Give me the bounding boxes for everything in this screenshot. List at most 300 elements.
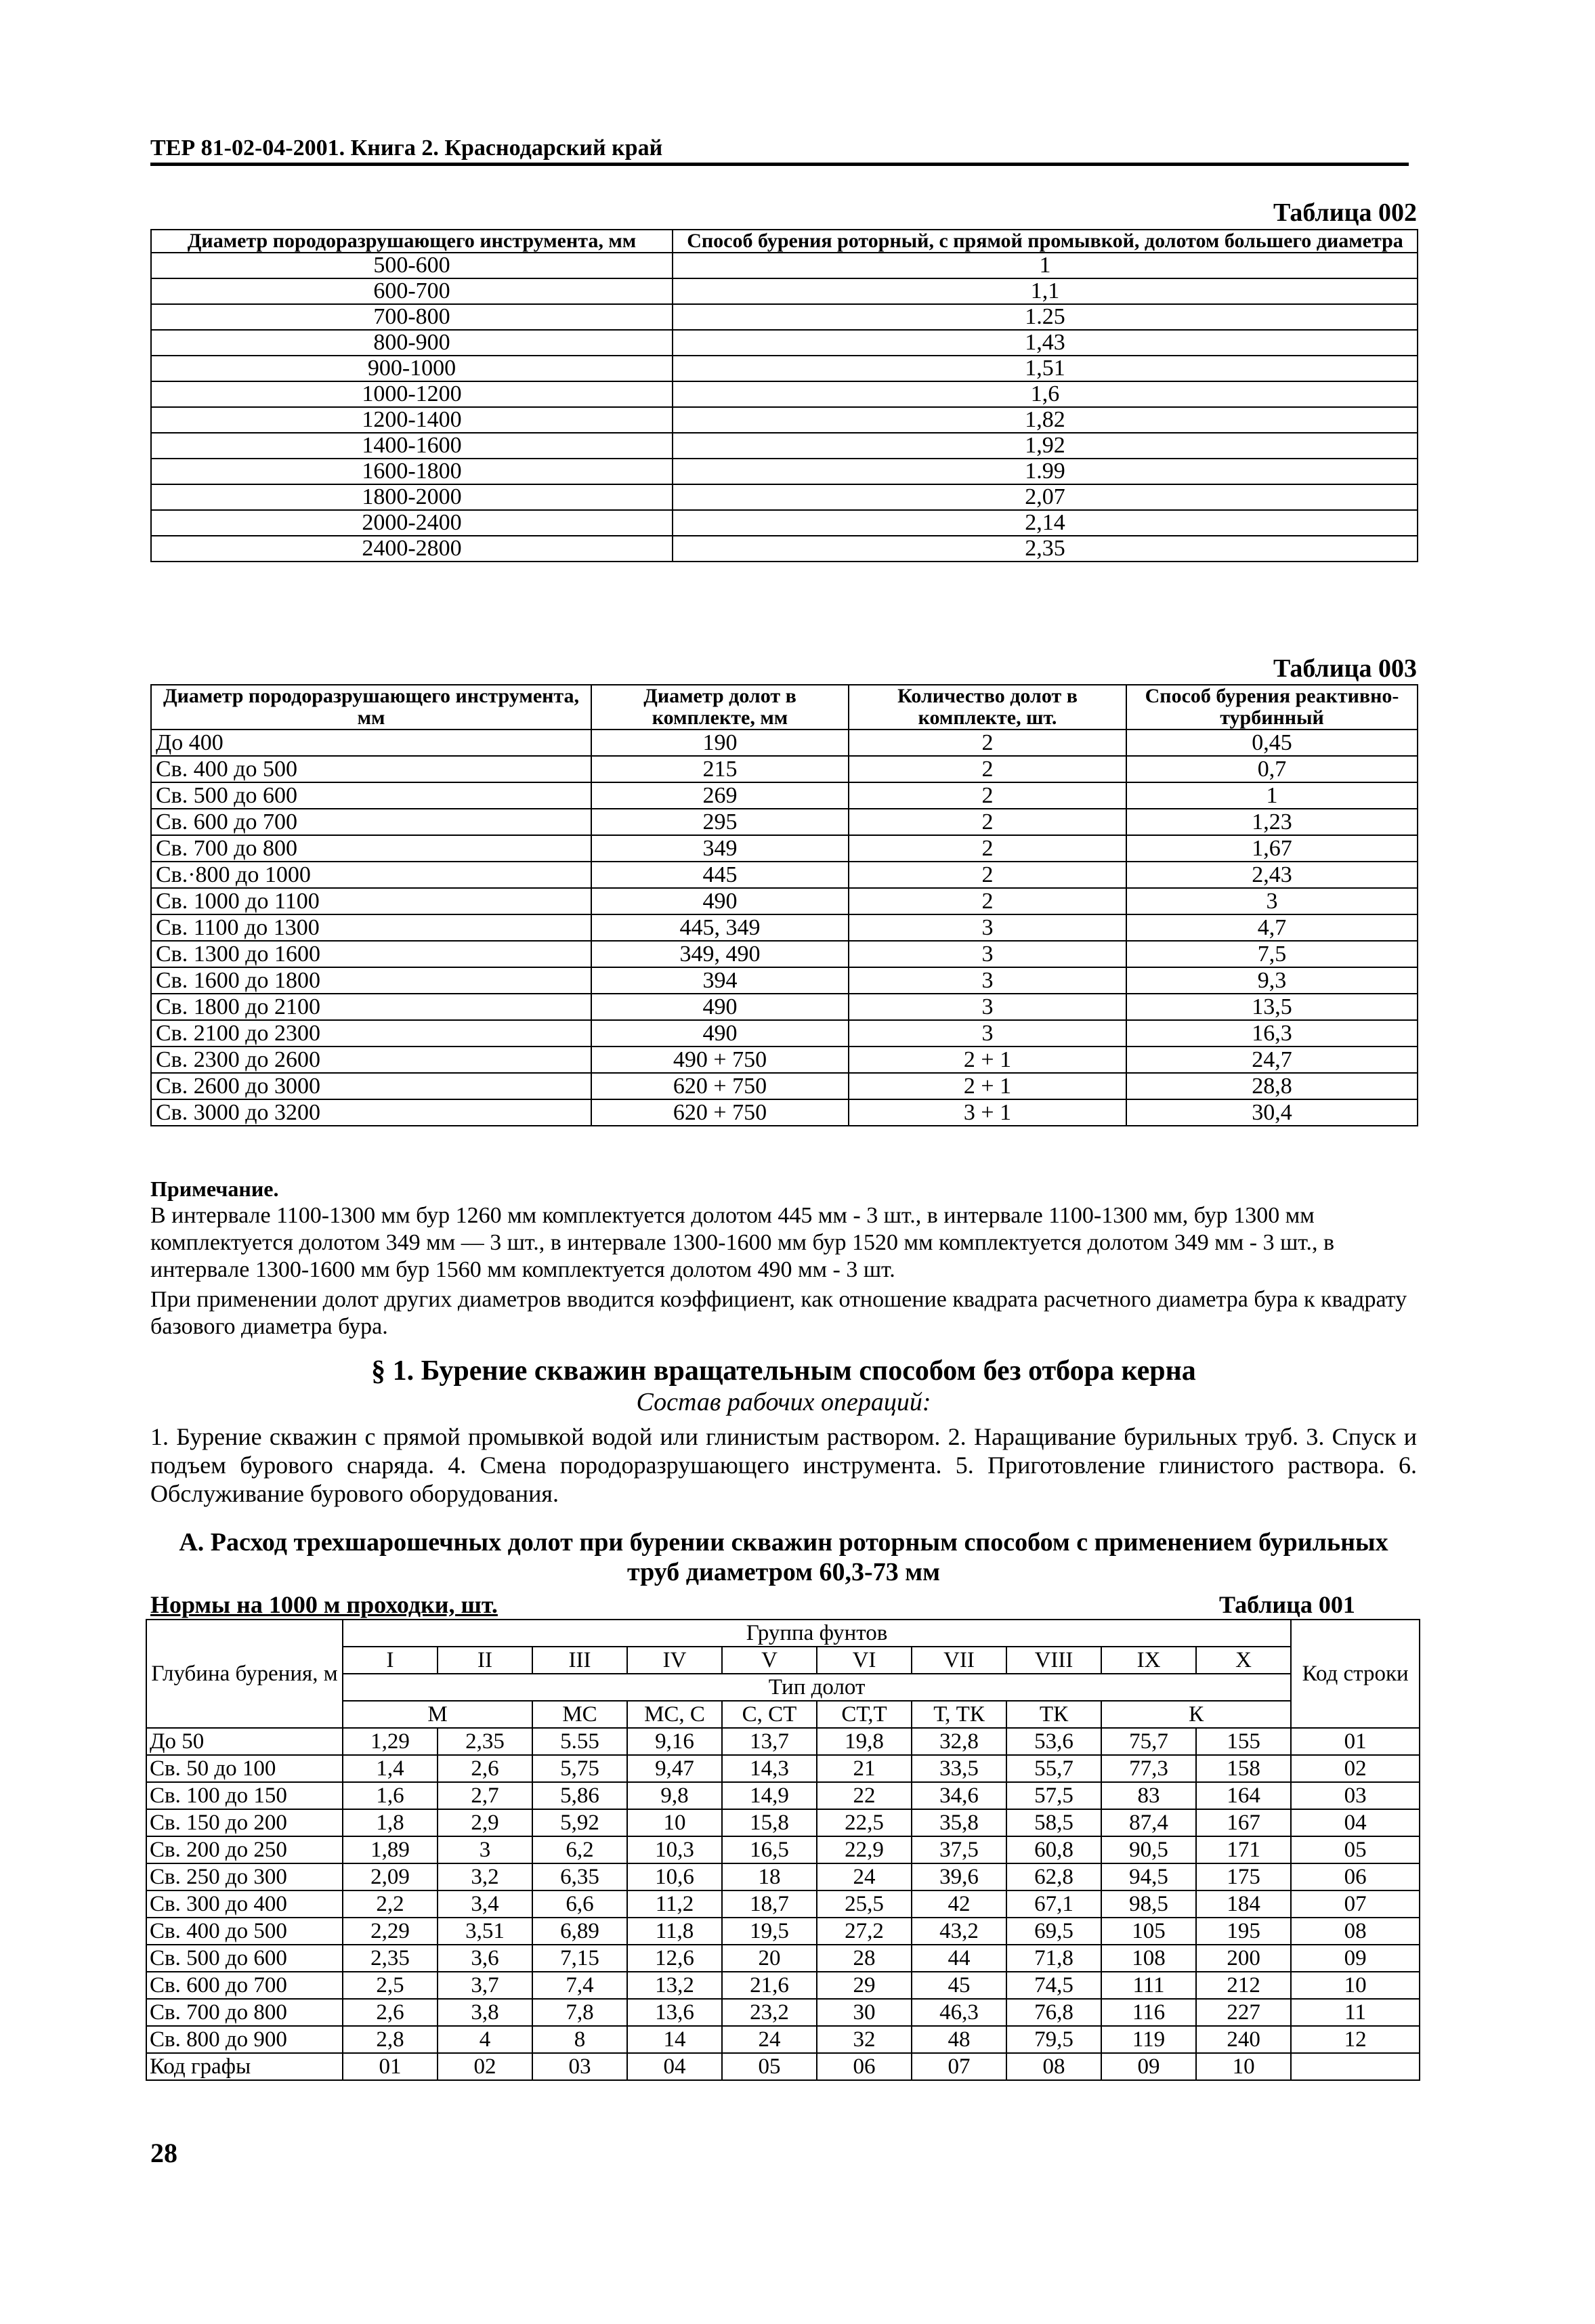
empty-cell xyxy=(1291,2053,1420,2080)
norm-value-cell: 227 xyxy=(1196,1999,1291,2026)
norm-value-cell: 3 xyxy=(438,1836,532,1863)
depth-cell: Св. 500 до 600 xyxy=(146,1945,343,1972)
bit-diameter-cell: 295 xyxy=(591,809,849,835)
group-header: Группа фунтов xyxy=(343,1620,1291,1647)
table-row xyxy=(146,2026,1420,2053)
norm-value-cell: 6,6 xyxy=(532,1890,627,1918)
soil-group-header: V xyxy=(722,1647,817,1674)
row-code-cell: 06 xyxy=(1291,1863,1420,1890)
bit-diameter-cell: 349 xyxy=(591,835,849,862)
norm-value-cell: 94,5 xyxy=(1101,1863,1196,1890)
norm-value-cell: 30 xyxy=(817,1999,912,2026)
table-row xyxy=(151,459,1418,484)
diameter-range-cell: Св. 1600 до 1800 xyxy=(151,967,591,994)
coefficient-cell: 1.99 xyxy=(673,459,1418,484)
t003-col1-header: Диаметр породоразрушающего инструмента, мм xyxy=(151,685,591,730)
column-code-cell: 01 xyxy=(343,2053,438,2080)
norm-value-cell: 32 xyxy=(817,2026,912,2053)
norm-value-cell: 175 xyxy=(1196,1863,1291,1890)
norm-value-cell: 87,4 xyxy=(1101,1809,1196,1836)
norm-value-cell: 105 xyxy=(1101,1918,1196,1945)
bit-count-cell: 2 xyxy=(849,862,1126,888)
norm-value-cell: 35,8 xyxy=(912,1809,1006,1836)
norm-value-cell: 2,29 xyxy=(343,1918,438,1945)
t002-col2-header: Способ бурения роторный, с прямой промывкой, долотом большего диаметра xyxy=(673,230,1418,253)
diameter-range-cell: Св. 1000 до 1100 xyxy=(151,888,591,914)
section-heading xyxy=(150,1355,1417,1417)
table-row xyxy=(151,381,1418,407)
norm-value-cell: 13,6 xyxy=(627,1999,722,2026)
bit-type-header: Тип долот xyxy=(343,1674,1291,1701)
norm-value-cell: 71,8 xyxy=(1006,1945,1101,1972)
norm-value-cell: 62,8 xyxy=(1006,1863,1101,1890)
depth-cell: Св. 50 до 100 xyxy=(146,1755,343,1782)
table-row xyxy=(151,782,1418,809)
bit-count-cell: 2 xyxy=(849,782,1126,809)
diameter-cell: 1800-2000 xyxy=(151,484,673,510)
norm-value-cell: 4 xyxy=(438,2026,532,2053)
table-row xyxy=(151,1099,1418,1126)
norm-value-cell: 6,2 xyxy=(532,1836,627,1863)
diameter-range-cell: Св. 1800 до 2100 xyxy=(151,994,591,1020)
norm-value-cell: 28 xyxy=(817,1945,912,1972)
diameter-range-cell: Св. 2300 до 2600 xyxy=(151,1047,591,1073)
norm-value-cell: 158 xyxy=(1196,1755,1291,1782)
norm-value-cell: 1,6 xyxy=(343,1782,438,1809)
bit-type-cell: МС xyxy=(532,1701,627,1728)
norm-value-cell: 24 xyxy=(817,1863,912,1890)
norm-value-cell: 5,75 xyxy=(532,1755,627,1782)
table-row xyxy=(146,1755,1420,1782)
norm-value-cell: 13,7 xyxy=(722,1728,817,1755)
norm-value-cell: 74,5 xyxy=(1006,1972,1101,1999)
norm-value-cell: 18,7 xyxy=(722,1890,817,1918)
soil-group-header: III xyxy=(532,1647,627,1674)
bit-diameter-cell: 490 xyxy=(591,888,849,914)
bit-count-cell: 3 xyxy=(849,994,1126,1020)
row-code-cell: 01 xyxy=(1291,1728,1420,1755)
table-row xyxy=(151,356,1418,381)
norm-value-cell: 55,7 xyxy=(1006,1755,1101,1782)
bit-diameter-cell: 269 xyxy=(591,782,849,809)
norm-value-cell: 27,2 xyxy=(817,1918,912,1945)
column-code-cell: 06 xyxy=(817,2053,912,2080)
norm-value-cell: 3,51 xyxy=(438,1918,532,1945)
row-code-cell: 08 xyxy=(1291,1918,1420,1945)
norm-value-cell: 53,6 xyxy=(1006,1728,1101,1755)
norm-value-cell: 57,5 xyxy=(1006,1782,1101,1809)
norm-value-cell: 90,5 xyxy=(1101,1836,1196,1863)
norm-value-cell: 39,6 xyxy=(912,1863,1006,1890)
norm-value-cell: 6,35 xyxy=(532,1863,627,1890)
diameter-range-cell: Св. 1300 до 1600 xyxy=(151,941,591,967)
table-row xyxy=(151,510,1418,536)
norm-value-cell: 3,4 xyxy=(438,1890,532,1918)
norm-value-cell: 2,35 xyxy=(438,1728,532,1755)
t001-body xyxy=(146,1728,1420,2080)
bit-count-cell: 2 xyxy=(849,888,1126,914)
coefficient-cell: 1,23 xyxy=(1126,809,1418,835)
norm-value-cell: 11,2 xyxy=(627,1890,722,1918)
note-paragraph-1: В интервале 1100-1300 мм бур 1260 мм комплектуется долотом 445 мм - 3 шт., в интервале 1100-1300 мм, бур 1300 мм комплектуется долотом 349 мм — 3 шт., в интервале 1300-1600 мм бур 1520 мм комплектуется долотом 349 мм - 3 шт., в интервале 1300-1600 мм бур 1560 мм комплектуется долотом 490 мм - 3 шт. xyxy=(150,1203,1335,1282)
diameter-range-cell: Св.·800 до 1000 xyxy=(151,862,591,888)
norm-value-cell: 21,6 xyxy=(722,1972,817,1999)
norm-value-cell: 2,09 xyxy=(343,1863,438,1890)
table-002-caption: Таблица 002 xyxy=(1273,198,1417,227)
table-row xyxy=(151,433,1418,459)
diameter-cell: 800-900 xyxy=(151,330,673,356)
table-row xyxy=(151,1020,1418,1047)
norm-value-cell: 200 xyxy=(1196,1945,1291,1972)
soil-group-header: VIII xyxy=(1006,1647,1101,1674)
depth-cell: Св. 100 до 150 xyxy=(146,1782,343,1809)
bit-type-cell: СТ,Т xyxy=(817,1701,912,1728)
table-row xyxy=(151,278,1418,304)
norm-value-cell: 119 xyxy=(1101,2026,1196,2053)
running-header: ТЕР 81-02-04-2001. Книга 2. Краснодарский край xyxy=(150,135,663,161)
row-code-cell: 07 xyxy=(1291,1890,1420,1918)
table-row xyxy=(151,730,1418,756)
norm-value-cell: 22 xyxy=(817,1782,912,1809)
table-row xyxy=(151,756,1418,782)
depth-cell: Св. 200 до 250 xyxy=(146,1836,343,1863)
coefficient-cell: 1,67 xyxy=(1126,835,1418,862)
norm-value-cell: 164 xyxy=(1196,1782,1291,1809)
norm-value-cell: 5,92 xyxy=(532,1809,627,1836)
table-row xyxy=(146,1809,1420,1836)
norm-value-cell: 2,7 xyxy=(438,1782,532,1809)
table-001-caption: Таблица 001 xyxy=(1219,1591,1355,1618)
depth-cell: Св. 300 до 400 xyxy=(146,1890,343,1918)
norm-value-cell: 76,8 xyxy=(1006,1999,1101,2026)
norm-value-cell: 8 xyxy=(532,2026,627,2053)
norms-label: Нормы на 1000 м проходки, шт. xyxy=(150,1591,498,1618)
bit-diameter-cell: 349, 490 xyxy=(591,941,849,967)
diameter-cell: 1400-1600 xyxy=(151,433,673,459)
norm-value-cell: 15,8 xyxy=(722,1809,817,1836)
row-code-cell: 02 xyxy=(1291,1755,1420,1782)
norm-value-cell: 34,6 xyxy=(912,1782,1006,1809)
norm-value-cell: 195 xyxy=(1196,1918,1291,1945)
diameter-range-cell: Св. 400 до 500 xyxy=(151,756,591,782)
norm-value-cell: 22,9 xyxy=(817,1836,912,1863)
table-row xyxy=(151,967,1418,994)
norm-value-cell: 33,5 xyxy=(912,1755,1006,1782)
norm-value-cell: 1,89 xyxy=(343,1836,438,1863)
t003-col4-header: Способ бурения реактивно-турбинный xyxy=(1126,685,1418,730)
bit-type-cell: К xyxy=(1101,1701,1291,1728)
table-row xyxy=(146,1945,1420,1972)
column-code-cell: 10 xyxy=(1196,2053,1291,2080)
coefficient-cell: 1,43 xyxy=(673,330,1418,356)
row-code-cell: 04 xyxy=(1291,1809,1420,1836)
diameter-range-cell: Св. 500 до 600 xyxy=(151,782,591,809)
norm-value-cell: 2,8 xyxy=(343,2026,438,2053)
table-row xyxy=(151,1047,1418,1073)
norm-value-cell: 79,5 xyxy=(1006,2026,1101,2053)
diameter-cell: 600-700 xyxy=(151,278,673,304)
bit-diameter-cell: 490 + 750 xyxy=(591,1047,849,1073)
column-code-cell: 05 xyxy=(722,2053,817,2080)
bit-count-cell: 3 xyxy=(849,1020,1126,1047)
norm-value-cell: 24 xyxy=(722,2026,817,2053)
table-row xyxy=(146,1999,1420,2026)
norm-value-cell: 14,3 xyxy=(722,1755,817,1782)
norm-value-cell: 155 xyxy=(1196,1728,1291,1755)
depth-cell: Св. 600 до 700 xyxy=(146,1972,343,1999)
norm-value-cell: 11,8 xyxy=(627,1918,722,1945)
coefficient-cell: 0,45 xyxy=(1126,730,1418,756)
table-002 xyxy=(150,229,1418,562)
diameter-cell: 900-1000 xyxy=(151,356,673,381)
bit-diameter-cell: 445, 349 xyxy=(591,914,849,941)
row-code-cell: 10 xyxy=(1291,1972,1420,1999)
norm-value-cell: 2,35 xyxy=(343,1945,438,1972)
table-row xyxy=(151,835,1418,862)
coefficient-cell: 13,5 xyxy=(1126,994,1418,1020)
norm-value-cell: 42 xyxy=(912,1890,1006,1918)
bit-count-cell: 3 xyxy=(849,941,1126,967)
diameter-range-cell: Св. 3000 до 3200 xyxy=(151,1099,591,1126)
norm-value-cell: 37,5 xyxy=(912,1836,1006,1863)
column-code-cell: 09 xyxy=(1101,2053,1196,2080)
norm-value-cell: 69,5 xyxy=(1006,1918,1101,1945)
norm-value-cell: 2,9 xyxy=(438,1809,532,1836)
soil-group-header: VI xyxy=(817,1647,912,1674)
norm-value-cell: 171 xyxy=(1196,1836,1291,1863)
norm-value-cell: 2,6 xyxy=(343,1999,438,2026)
norm-value-cell: 6,89 xyxy=(532,1918,627,1945)
diameter-cell: 1200-1400 xyxy=(151,407,673,433)
bit-diameter-cell: 445 xyxy=(591,862,849,888)
norm-value-cell: 20 xyxy=(722,1945,817,1972)
table-row xyxy=(151,809,1418,835)
norm-value-cell: 13,2 xyxy=(627,1972,722,1999)
norm-value-cell: 10 xyxy=(627,1809,722,1836)
table-row xyxy=(146,1836,1420,1863)
norm-value-cell: 3,7 xyxy=(438,1972,532,1999)
bit-count-cell: 2 xyxy=(849,835,1126,862)
norm-value-cell: 29 xyxy=(817,1972,912,1999)
coefficient-cell: 2,35 xyxy=(673,536,1418,562)
coefficient-cell: 3 xyxy=(1126,888,1418,914)
bit-diameter-cell: 620 + 750 xyxy=(591,1099,849,1126)
norm-value-cell: 45 xyxy=(912,1972,1006,1999)
bit-type-cell: Т, ТК xyxy=(912,1701,1006,1728)
norm-value-cell: 25,5 xyxy=(817,1890,912,1918)
coefficient-cell: 24,7 xyxy=(1126,1047,1418,1073)
bit-diameter-cell: 490 xyxy=(591,994,849,1020)
norm-value-cell: 3,2 xyxy=(438,1863,532,1890)
norm-value-cell: 108 xyxy=(1101,1945,1196,1972)
norm-value-cell: 60,8 xyxy=(1006,1836,1101,1863)
row-code-cell: 09 xyxy=(1291,1945,1420,1972)
diameter-cell: 500-600 xyxy=(151,253,673,278)
section-title: § 1. Бурение скважин вращательным способом без отбора керна xyxy=(371,1355,1196,1387)
norm-value-cell: 44 xyxy=(912,1945,1006,1972)
norm-value-cell: 10,6 xyxy=(627,1863,722,1890)
table-003 xyxy=(150,684,1418,1126)
norm-value-cell: 75,7 xyxy=(1101,1728,1196,1755)
table-row xyxy=(151,941,1418,967)
depth-cell: До 50 xyxy=(146,1728,343,1755)
table-row xyxy=(151,407,1418,433)
coefficient-cell: 1,51 xyxy=(673,356,1418,381)
coefficient-cell: 2,43 xyxy=(1126,862,1418,888)
norm-value-cell: 10,3 xyxy=(627,1836,722,1863)
table-row xyxy=(151,994,1418,1020)
coefficient-cell: 2,14 xyxy=(673,510,1418,536)
norm-value-cell: 16,5 xyxy=(722,1836,817,1863)
norm-value-cell: 67,1 xyxy=(1006,1890,1101,1918)
norm-value-cell: 3,8 xyxy=(438,1999,532,2026)
depth-header: Глубина бурения, м xyxy=(146,1620,343,1728)
soil-group-header: II xyxy=(438,1647,532,1674)
table-row xyxy=(151,253,1418,278)
coefficient-cell: 28,8 xyxy=(1126,1073,1418,1099)
table-row xyxy=(151,888,1418,914)
depth-cell: Св. 150 до 200 xyxy=(146,1809,343,1836)
norm-value-cell: 5,86 xyxy=(532,1782,627,1809)
norm-value-cell: 184 xyxy=(1196,1890,1291,1918)
norm-value-cell: 14,9 xyxy=(722,1782,817,1809)
depth-cell: Св. 400 до 500 xyxy=(146,1918,343,1945)
norm-value-cell: 58,5 xyxy=(1006,1809,1101,1836)
table-row xyxy=(151,862,1418,888)
norm-value-cell: 2,2 xyxy=(343,1890,438,1918)
diameter-range-cell: Св. 2100 до 2300 xyxy=(151,1020,591,1047)
table-row xyxy=(151,1073,1418,1099)
coefficient-cell: 1.25 xyxy=(673,304,1418,330)
diameter-range-cell: Св. 1100 до 1300 xyxy=(151,914,591,941)
bit-count-cell: 2 + 1 xyxy=(849,1073,1126,1099)
coefficient-cell: 9,3 xyxy=(1126,967,1418,994)
t003-col3-header: Количество долот в комплекте, шт. xyxy=(849,685,1126,730)
code-row-label: Код графы xyxy=(146,2053,343,2080)
depth-cell: Св. 250 до 300 xyxy=(146,1863,343,1890)
bit-count-cell: 3 xyxy=(849,914,1126,941)
table-row xyxy=(146,1863,1420,1890)
norm-value-cell: 2,5 xyxy=(343,1972,438,1999)
note-title: Примечание. xyxy=(150,1177,279,1201)
bit-diameter-cell: 215 xyxy=(591,756,849,782)
norm-value-cell: 212 xyxy=(1196,1972,1291,1999)
norm-value-cell: 21 xyxy=(817,1755,912,1782)
bit-count-cell: 2 xyxy=(849,756,1126,782)
soil-group-header: IX xyxy=(1101,1647,1196,1674)
norm-value-cell: 7,4 xyxy=(532,1972,627,1999)
table-row xyxy=(151,536,1418,562)
table-001-title: А. Расход трехшарошечных долот при бурении скважин роторным способом с применением бурильных труб диаметром 60,3-73 мм xyxy=(179,1528,1388,1586)
table-row xyxy=(146,1890,1420,1918)
norm-value-cell: 23,2 xyxy=(722,1999,817,2026)
column-code-cell: 04 xyxy=(627,2053,722,2080)
coefficient-cell: 7,5 xyxy=(1126,941,1418,967)
section-subtitle: Состав рабочих операций: xyxy=(636,1388,931,1416)
coefficient-cell: 1,82 xyxy=(673,407,1418,433)
norm-value-cell: 7,15 xyxy=(532,1945,627,1972)
norm-value-cell: 111 xyxy=(1101,1972,1196,1999)
norm-value-cell: 48 xyxy=(912,2026,1006,2053)
t002-body xyxy=(151,253,1418,562)
bit-type-cell: М xyxy=(343,1701,532,1728)
table-row xyxy=(146,1782,1420,1809)
diameter-range-cell: До 400 xyxy=(151,730,591,756)
bit-type-cell: ТК xyxy=(1006,1701,1101,1728)
bit-diameter-cell: 190 xyxy=(591,730,849,756)
bit-diameter-cell: 490 xyxy=(591,1020,849,1047)
row-code-header: Код строки xyxy=(1291,1620,1420,1728)
t003-col2-header: Диаметр долот в комплекте, мм xyxy=(591,685,849,730)
norm-value-cell: 12,6 xyxy=(627,1945,722,1972)
header-rule xyxy=(150,163,1409,166)
table-row xyxy=(151,304,1418,330)
bit-count-cell: 3 xyxy=(849,967,1126,994)
coefficient-cell: 4,7 xyxy=(1126,914,1418,941)
norm-value-cell: 43,2 xyxy=(912,1918,1006,1945)
diameter-cell: 2000-2400 xyxy=(151,510,673,536)
diameter-cell: 2400-2800 xyxy=(151,536,673,562)
norm-value-cell: 77,3 xyxy=(1101,1755,1196,1782)
norm-value-cell: 167 xyxy=(1196,1809,1291,1836)
coefficient-cell: 1 xyxy=(1126,782,1418,809)
table-row xyxy=(151,484,1418,510)
note-block xyxy=(150,1175,1417,1340)
bit-count-cell: 2 xyxy=(849,809,1126,835)
norm-value-cell: 9,8 xyxy=(627,1782,722,1809)
column-code-cell: 03 xyxy=(532,2053,627,2080)
soil-group-header: I xyxy=(343,1647,438,1674)
table-003-caption: Таблица 003 xyxy=(1273,654,1417,683)
coefficient-cell: 1,1 xyxy=(673,278,1418,304)
soil-group-header: IV xyxy=(627,1647,722,1674)
coefficient-cell: 0,7 xyxy=(1126,756,1418,782)
t002-col1-header: Диаметр породоразрушающего инструмента, мм xyxy=(151,230,673,253)
coefficient-cell: 16,3 xyxy=(1126,1020,1418,1047)
row-code-cell: 05 xyxy=(1291,1836,1420,1863)
norm-value-cell: 18 xyxy=(722,1863,817,1890)
row-code-cell: 03 xyxy=(1291,1782,1420,1809)
depth-cell: Св. 700 до 800 xyxy=(146,1999,343,2026)
norm-value-cell: 9,16 xyxy=(627,1728,722,1755)
coefficient-cell: 2,07 xyxy=(673,484,1418,510)
table-row xyxy=(151,914,1418,941)
note-paragraph-2: При применении долот других диаметров вводится коэффициент, как отношение квадрата расчетного диаметра бура к квадрату базового диаметра бура. xyxy=(150,1287,1407,1339)
operations-paragraph: 1. Бурение скважин с прямой промывкой водой или глинистым раствором. 2. Наращивание бурильных труб. 3. Спуск и подъем бурового снаряда. 4. Смена породоразрушающего инструмента. 5. Приготовление глинистого раствора. 6. Обслуживание бурового оборудования. xyxy=(150,1423,1417,1507)
table-row xyxy=(146,1972,1420,1999)
norm-value-cell: 19,5 xyxy=(722,1918,817,1945)
t003-body xyxy=(151,730,1418,1126)
norm-value-cell: 116 xyxy=(1101,1999,1196,2026)
norm-value-cell: 3,6 xyxy=(438,1945,532,1972)
norm-value-cell: 22,5 xyxy=(817,1809,912,1836)
norm-value-cell: 9,47 xyxy=(627,1755,722,1782)
coefficient-cell: 1,92 xyxy=(673,433,1418,459)
bit-count-cell: 2 + 1 xyxy=(849,1047,1126,1073)
diameter-range-cell: Св. 600 до 700 xyxy=(151,809,591,835)
coefficient-cell: 1 xyxy=(673,253,1418,278)
column-code-cell: 07 xyxy=(912,2053,1006,2080)
norm-value-cell: 240 xyxy=(1196,2026,1291,2053)
page-number: 28 xyxy=(150,2138,177,2168)
column-code-cell: 08 xyxy=(1006,2053,1101,2080)
norm-value-cell: 32,8 xyxy=(912,1728,1006,1755)
table-row xyxy=(151,330,1418,356)
norm-value-cell: 2,6 xyxy=(438,1755,532,1782)
norm-value-cell: 1,29 xyxy=(343,1728,438,1755)
table-001 xyxy=(146,1619,1420,2081)
depth-cell: Св. 800 до 900 xyxy=(146,2026,343,2053)
